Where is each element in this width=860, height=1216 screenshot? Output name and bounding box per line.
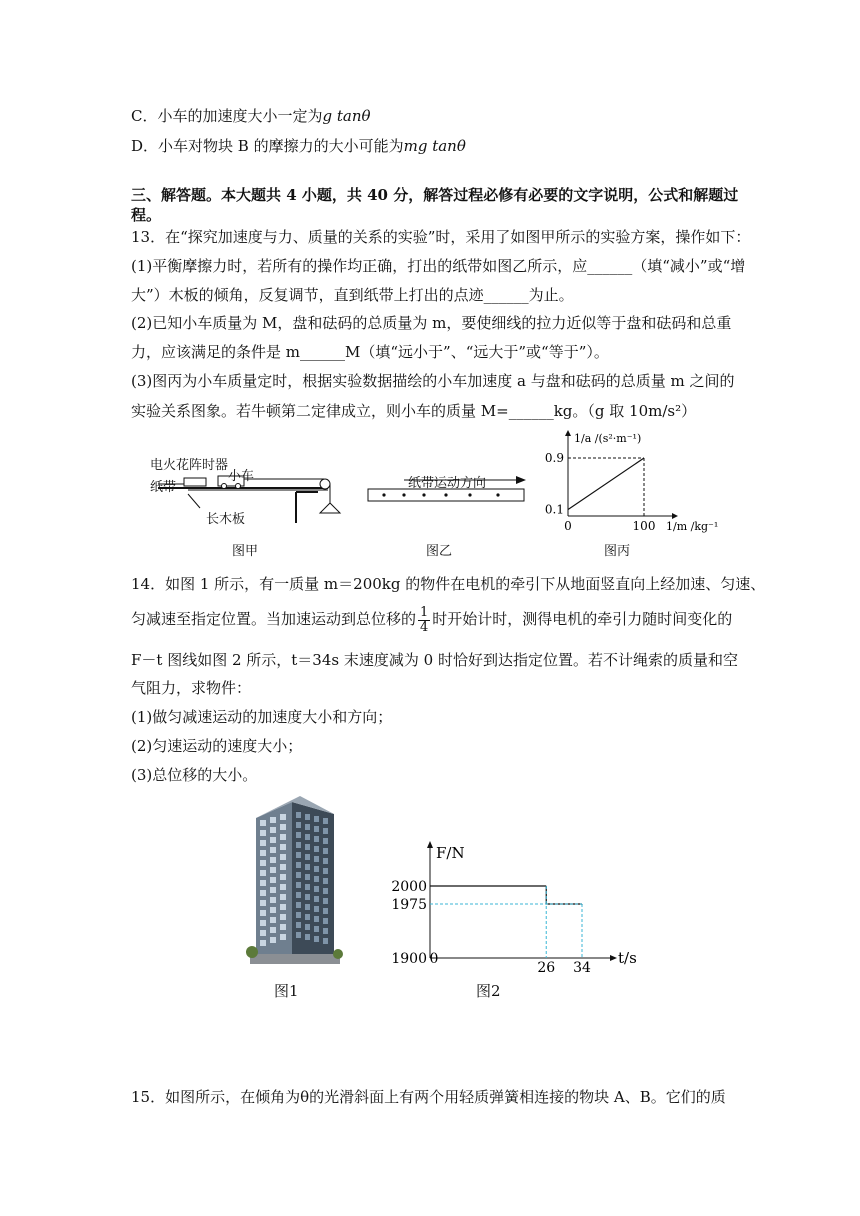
label-direction: 纸带运动方向 [408, 476, 487, 491]
window [296, 892, 301, 898]
window [314, 906, 319, 912]
q14-line1: 14．如图 1 所示，有一质量 m＝200kg 的物件在电机的牵引下从地面竖直向上经加速、匀速、 [131, 575, 766, 593]
window [305, 934, 310, 940]
window [296, 882, 301, 888]
window [323, 878, 328, 884]
y-tick-label: 1975 [391, 897, 427, 913]
window [270, 837, 276, 843]
option-d [131, 136, 466, 156]
weight-pan [320, 503, 340, 513]
window [305, 854, 310, 860]
window [296, 852, 301, 858]
q13-p1b: 大”）木板的倾角，反复调节，直到纸带上打出的点迹______为止。 [131, 286, 574, 304]
window [280, 924, 286, 930]
window [260, 830, 266, 836]
x-axis-arrow [610, 955, 617, 961]
window [323, 868, 328, 874]
window [296, 862, 301, 868]
fraction-quarter [418, 606, 430, 635]
window [314, 856, 319, 862]
y-axis-arrow [565, 430, 571, 436]
window [323, 828, 328, 834]
window [305, 924, 310, 930]
window [305, 824, 310, 830]
window [296, 872, 301, 878]
window [280, 834, 286, 840]
q14-sub1: (1)做匀减速运动的加速度大小和方向； [131, 708, 393, 726]
caption-fig1: 图1 [274, 982, 299, 1000]
window [314, 816, 319, 822]
option-c-label: C．小车的加速度大小一定为 [131, 107, 323, 125]
y-axis-label: 1/a /(s²·m⁻¹) [574, 432, 642, 445]
window [270, 897, 276, 903]
window [323, 938, 328, 944]
section-heading-line2: 程。 [131, 206, 162, 224]
data-line [568, 458, 644, 510]
window [270, 877, 276, 883]
window [280, 844, 286, 850]
window [305, 904, 310, 910]
tape-dot [496, 493, 499, 496]
window [305, 914, 310, 920]
caption-bing: 图丙 [604, 544, 631, 559]
option-c [131, 106, 371, 126]
window [323, 918, 328, 924]
window [305, 844, 310, 850]
window [296, 812, 301, 818]
window [280, 874, 286, 880]
window [323, 838, 328, 844]
fraction-numerator: 1 [420, 604, 429, 620]
window [260, 850, 266, 856]
window [296, 822, 301, 828]
window [296, 902, 301, 908]
window [296, 832, 301, 838]
q15-line1: 15．如图所示，在倾角为θ的光滑斜面上有两个用轻质弹簧相连接的物块 A、B。它们的质 [131, 1088, 726, 1106]
q13-p2a: (2)已知小车质量为 M，盘和砝码的总质量为 m，要使细线的拉力近似等于盘和砝码和总重 [131, 314, 732, 332]
building-illustration [244, 794, 344, 972]
x-axis-label: 1/m /kg⁻¹ [666, 520, 719, 533]
window [260, 930, 266, 936]
window [280, 864, 286, 870]
window [260, 940, 266, 946]
window [280, 934, 286, 940]
car-wheel-right [236, 484, 241, 489]
y-tick-label: 2000 [391, 879, 427, 895]
window [270, 867, 276, 873]
window [260, 840, 266, 846]
window [260, 890, 266, 896]
window [260, 910, 266, 916]
section-heading-line1: 三、解答题。本大题共 4 小题，共 40 分，解答过程必修有必要的文字说明，公式和解题过 [131, 186, 739, 204]
q14-line2 [131, 605, 732, 635]
label-timer: 电火花阵时器 [150, 458, 229, 473]
window [280, 814, 286, 820]
window [270, 887, 276, 893]
label-board: 长木板 [206, 512, 246, 527]
window [323, 898, 328, 904]
window [296, 932, 301, 938]
board-pointer [188, 494, 200, 508]
window [260, 920, 266, 926]
q14-sub3: (3)总位移的大小。 [131, 766, 258, 784]
x-axis-arrow [672, 513, 678, 519]
q13-intro: 13．在“探究加速度与力、质量的关系的实验”时，采用了如图甲所示的实验方案，操作如下： [131, 228, 751, 246]
window [280, 854, 286, 860]
tree [333, 949, 343, 959]
window [305, 874, 310, 880]
timer-box [184, 478, 206, 486]
window [260, 860, 266, 866]
window [270, 907, 276, 913]
window [305, 834, 310, 840]
window [296, 912, 301, 918]
window [314, 886, 319, 892]
q13-p3b: 实验关系图象。若牛顿第二定律成立，则小车的质量 M=______kg。（g 取 10m/s²） [131, 402, 697, 420]
y-tick-label: 0.9 [544, 451, 564, 465]
chart-bing [544, 428, 719, 553]
direction-arrow-head [516, 476, 526, 484]
window [270, 847, 276, 853]
window [280, 824, 286, 830]
window [323, 928, 328, 934]
x-tick-label: 34 [573, 960, 591, 976]
y-axis-label: F/N [436, 844, 465, 862]
tape-dot [468, 493, 471, 496]
option-d-label: D．小车对物块 B 的摩擦力的大小可能为 [131, 137, 404, 155]
window [314, 826, 319, 832]
window [260, 900, 266, 906]
label-tape: 纸带 [150, 480, 177, 495]
window [270, 857, 276, 863]
window [270, 817, 276, 823]
window [270, 927, 276, 933]
caption-fig2: 图2 [476, 982, 501, 1000]
window [314, 846, 319, 852]
option-c-expr: g tanθ [322, 107, 371, 125]
q13-p1a: (1)平衡摩擦力时，若所有的操作均正确，打出的纸带如图乙所示，应______（填“减小”或“增 [131, 257, 746, 275]
window [305, 864, 310, 870]
window [323, 888, 328, 894]
window [314, 866, 319, 872]
window [314, 926, 319, 932]
window [260, 820, 266, 826]
tape-dot [422, 493, 425, 496]
window [270, 827, 276, 833]
window [323, 818, 328, 824]
window [270, 917, 276, 923]
x-tick-label: 0 [564, 519, 572, 533]
chart-fig2 [380, 840, 640, 976]
caption-jia: 图甲 [232, 544, 259, 559]
fraction-denominator: 4 [420, 619, 429, 635]
window [260, 880, 266, 886]
q14-line3: F－t 图线如图 2 所示，t＝34s 末速度减为 0 时恰好到达指定位置。若不计绳索的质量和空 [131, 651, 738, 669]
label-car: 小车 [228, 469, 255, 484]
q14-sub2: (2)匀速运动的速度大小； [131, 737, 303, 755]
q14-line2b: 时开始计时，测得电机的牵引力随时间变化的 [432, 610, 733, 628]
window [314, 896, 319, 902]
window [280, 914, 286, 920]
pulley [320, 479, 330, 489]
window [296, 842, 301, 848]
window [314, 916, 319, 922]
window [323, 848, 328, 854]
window [280, 884, 286, 890]
x-tick-label: 26 [537, 960, 556, 976]
option-d-expr: mg tanθ [403, 137, 466, 155]
q14-line4: 气阻力，求物件： [131, 679, 252, 697]
tape-dot [444, 493, 447, 496]
window [305, 814, 310, 820]
y-tick-label: 0.1 [544, 502, 564, 517]
car-wheel-left [222, 484, 227, 489]
window [314, 876, 319, 882]
q14-line2a: 匀减速至指定位置。当加速运动到总位移的 [131, 610, 417, 628]
window [305, 884, 310, 890]
window [296, 922, 301, 928]
window [270, 937, 276, 943]
q13-p3a: (3)图丙为小车质量定时，根据实验数据描绘的小车加速度 a 与盘和砝码的总质量 m 之间的 [131, 372, 735, 390]
q13-p2b: 力，应该满足的条件是 m______M（填“远小于”、“远大于”或“等于”）。 [131, 343, 609, 361]
y-axis-arrow [427, 841, 433, 848]
window [280, 894, 286, 900]
building-base [250, 954, 340, 964]
tree [246, 946, 258, 958]
window [280, 904, 286, 910]
window [314, 936, 319, 942]
window [314, 836, 319, 842]
window [323, 858, 328, 864]
tape-dot [382, 493, 385, 496]
x-tick-label: 100 [632, 519, 656, 533]
window [305, 894, 310, 900]
y-tick-label: 1900 [391, 951, 427, 967]
x-tick-label: 0 [429, 951, 439, 967]
window [260, 870, 266, 876]
caption-yi: 图乙 [426, 544, 453, 559]
tape-dot [402, 493, 405, 496]
window [323, 908, 328, 914]
x-axis-label: t/s [618, 949, 637, 967]
